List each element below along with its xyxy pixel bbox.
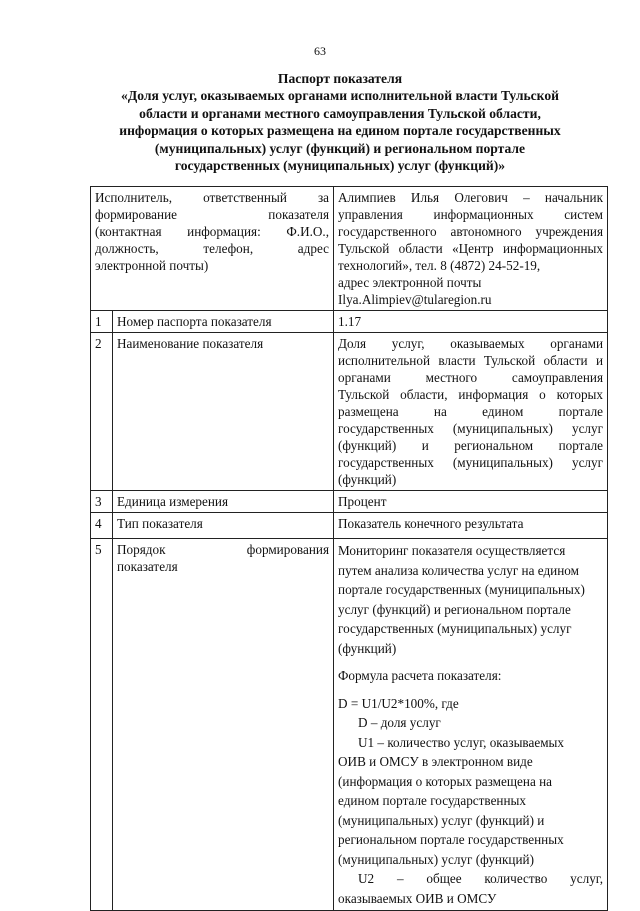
executor-value-cell (334, 187, 608, 311)
table-row (91, 539, 608, 911)
row-number: 1 (91, 311, 113, 333)
row-value: 1.17 (334, 311, 608, 333)
executor-label-line: электронной почты) (95, 258, 209, 273)
monitoring-line: Мониторинг показателя осуществляется (338, 543, 566, 558)
value-line: размещена на едином портале (338, 404, 604, 419)
row-number: 4 (91, 513, 113, 539)
executor-label-cell (91, 187, 334, 311)
executor-value-line: адрес электронной почты (338, 275, 482, 290)
row-label (113, 539, 334, 911)
executor-value-line: технологий», тел. 8 (4872) 24-52-19, (338, 258, 541, 273)
formula-variable-u1: U1 – количество услуг, оказываемых (358, 734, 564, 750)
title-line: «Доля услуг, оказываемых органами исполнительной власти Тульской (121, 88, 559, 104)
value-line: государственных (муниципальных) услуг (338, 421, 604, 436)
executor-value-line: государственного автономного учреждения (338, 224, 604, 239)
executor-label-line: Исполнитель, ответственный за (95, 190, 330, 205)
label-line: показателя (117, 559, 178, 574)
u1-line: (информация о которых размещена на (338, 773, 553, 789)
title-line: области и органами местного самоуправления Тульской области, (139, 105, 541, 121)
passport-table (90, 186, 608, 911)
monitoring-line: путем анализа количества услуг на едином (338, 562, 579, 578)
page-number: 63 (314, 44, 326, 58)
table-row (91, 491, 608, 513)
formula-variable-u2: U2 – общее количество услуг, (358, 871, 604, 886)
row-value (334, 539, 608, 911)
executor-label-line: должность, телефон, адрес (95, 241, 330, 256)
monitoring-line: портале государственных (муниципальных) (338, 582, 585, 597)
u1-line: (муниципальных) услуг (функций) (338, 851, 534, 867)
executor-email: Ilya.Alimpiev@tularegion.ru (338, 292, 492, 307)
row-label: Номер паспорта показателя (113, 311, 334, 333)
value-line: (функций) (338, 472, 397, 487)
formula-variable-d: D – доля услуг (358, 715, 441, 730)
document-title (60, 70, 620, 174)
u2-line: оказываемых ОИВ и ОМСУ (338, 890, 497, 906)
executor-value-line: Тульской области «Центр информационных (338, 241, 604, 256)
value-line: Доля услуг, оказываемых органами (338, 336, 604, 351)
value-line: органами местного самоуправления (338, 370, 604, 385)
title-line: Паспорт показателя (277, 71, 403, 86)
u1-line: едином портале государственных (338, 793, 526, 808)
row-label: Единица измерения (113, 491, 334, 513)
formula-title: Формула расчета показателя: (338, 668, 502, 683)
executor-row (91, 187, 608, 311)
executor-label-line: формирование показателя (95, 207, 330, 222)
title-line: информация о которых размещена на едином портале государственных (119, 123, 561, 139)
row-value (334, 333, 608, 491)
label-line: Порядок формирования (117, 542, 330, 557)
u1-line: региональном портале государственных (338, 832, 564, 847)
executor-label-line: (контактная информация: Ф.И.О., (95, 224, 330, 239)
u1-line: ОИВ и ОМСУ в электронном виде (338, 754, 533, 769)
row-label: Тип показателя (113, 513, 334, 539)
value-line: (функций) и региональном портале (338, 438, 604, 453)
title-line: (муниципальных) услуг (функций) и региональном портале (154, 140, 526, 156)
value-line: государственных (муниципальных) услуг (338, 455, 604, 470)
row-value: Показатель конечного результата (334, 513, 608, 539)
executor-value-line: Алимпиев Илья Олегович – начальник (338, 190, 604, 205)
monitoring-line: государственных (муниципальных) услуг (338, 621, 572, 636)
value-line: исполнительной власти Тульской области и (338, 353, 604, 368)
title-line: государственных (муниципальных) услуг (функций)» (174, 158, 506, 174)
monitoring-line: услуг (функций) и региональном портале (338, 601, 571, 617)
table-row (91, 311, 608, 333)
row-number: 3 (91, 491, 113, 513)
row-value: Процент (334, 491, 608, 513)
row-number: 5 (91, 539, 113, 911)
monitoring-line: (функций) (338, 640, 397, 656)
executor-value-line: управления информационных систем (338, 207, 604, 222)
table-row (91, 513, 608, 539)
formula: D = U1/U2*100%, где (338, 695, 459, 711)
value-line: Тульской области, информация о которых (338, 387, 604, 402)
table-row (91, 333, 608, 491)
row-label: Наименование показателя (113, 333, 334, 491)
row-number: 2 (91, 333, 113, 491)
u1-line: (муниципальных) услуг (функций) и (338, 812, 545, 828)
